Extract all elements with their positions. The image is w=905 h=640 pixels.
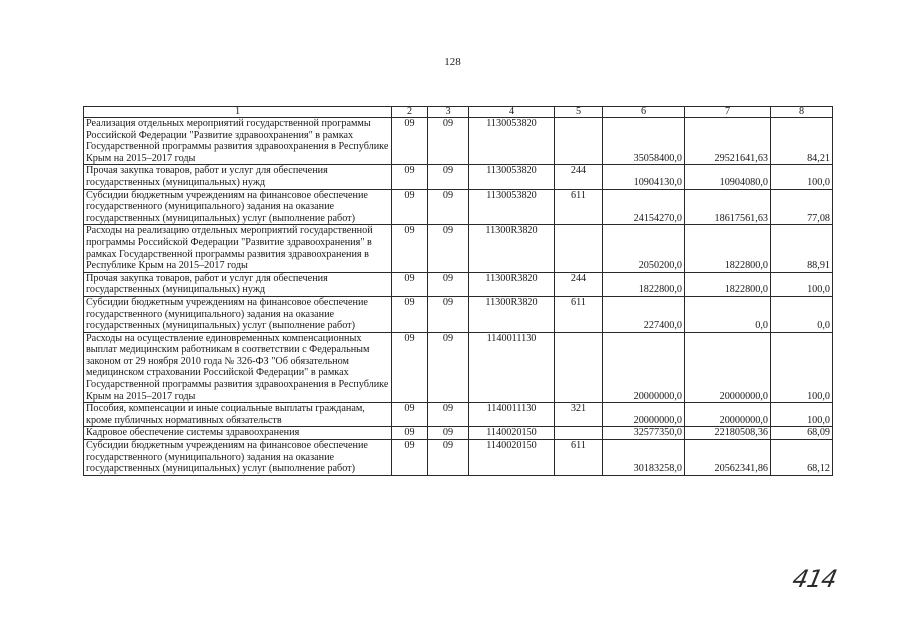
planned-amount-cell: 10904130,0 [603, 165, 685, 189]
execution-percent-cell: 100,0 [771, 272, 833, 296]
expense-type-cell [555, 427, 603, 440]
executed-amount-cell: 0,0 [685, 296, 771, 332]
expense-type-cell: 611 [555, 296, 603, 332]
execution-percent-cell: 100,0 [771, 165, 833, 189]
column-header: 2 [392, 107, 428, 118]
target-article-cell: 11300R3820 [469, 225, 555, 272]
subsection-code-cell: 09 [428, 440, 469, 476]
executed-amount-cell: 20000000,0 [685, 403, 771, 427]
planned-amount-cell: 20000000,0 [603, 332, 685, 403]
page-number: 128 [444, 56, 461, 68]
table-row [84, 165, 833, 189]
row-name-cell: Пособия, компенсации и иные социальные выплаты гражданам, кроме публичных нормативных обязательств [84, 403, 392, 427]
table-row [84, 296, 833, 332]
execution-percent-cell: 100,0 [771, 332, 833, 403]
row-name-cell: Субсидии бюджетным учреждениям на финансовое обеспечение государственного (муниципального) задания на оказание государственных (муниципальных) услуг (выполнение работ) [84, 440, 392, 476]
table-row [84, 427, 833, 440]
table-row [84, 225, 833, 272]
expense-type-cell [555, 332, 603, 403]
subsection-code-cell: 09 [428, 332, 469, 403]
section-code-cell: 09 [392, 440, 428, 476]
column-header: 1 [84, 107, 392, 118]
executed-amount-cell: 29521641,63 [685, 118, 771, 165]
section-code-cell: 09 [392, 225, 428, 272]
executed-amount-cell: 1822800,0 [685, 225, 771, 272]
section-code-cell: 09 [392, 427, 428, 440]
expense-type-cell: 321 [555, 403, 603, 427]
target-article-cell: 1140020150 [469, 427, 555, 440]
section-code-cell: 09 [392, 296, 428, 332]
table-row [84, 403, 833, 427]
planned-amount-cell: 1822800,0 [603, 272, 685, 296]
expense-type-cell: 244 [555, 165, 603, 189]
row-name-cell: Расходы на реализацию отдельных мероприятий государственной программы Российской Федерации "Развитие здравоохранения" в рамках Государственной программы развития здравоохранения в Республике Крым на 2015–2017 годы [84, 225, 392, 272]
target-article-cell: 11300R3820 [469, 296, 555, 332]
planned-amount-cell: 32577350,0 [603, 427, 685, 440]
table-row [84, 332, 833, 403]
table-header-row [84, 107, 833, 118]
target-article-cell: 1140020150 [469, 440, 555, 476]
executed-amount-cell: 22180508,36 [685, 427, 771, 440]
row-name-cell: Кадровое обеспечение системы здравоохранения [84, 427, 392, 440]
planned-amount-cell: 24154270,0 [603, 189, 685, 225]
column-header: 4 [469, 107, 555, 118]
expense-type-cell: 244 [555, 272, 603, 296]
section-code-cell: 09 [392, 332, 428, 403]
executed-amount-cell: 20000000,0 [685, 332, 771, 403]
target-article-cell: 11300R3820 [469, 272, 555, 296]
section-code-cell: 09 [392, 189, 428, 225]
planned-amount-cell: 227400,0 [603, 296, 685, 332]
section-code-cell: 09 [392, 403, 428, 427]
executed-amount-cell: 20562341,86 [685, 440, 771, 476]
column-header: 8 [771, 107, 833, 118]
row-name-cell: Субсидии бюджетным учреждениям на финансовое обеспечение государственного (муниципального) задания на оказание государственных (муниципальных) услуг (выполнение работ) [84, 296, 392, 332]
execution-percent-cell: 84,21 [771, 118, 833, 165]
expense-type-cell: 611 [555, 189, 603, 225]
budget-table [83, 106, 833, 476]
executed-amount-cell: 10904080,0 [685, 165, 771, 189]
row-name-cell: Расходы на осуществление единовременных компенсационных выплат медицинским работникам в соответствии с Федеральным законом от 29 ноября 2010 года № 326-ФЗ "Об обязательном медицинском страховании Российской Федерации" в рамках Государственной программы развития здравоохранения в Республике Крым на 2015–2017 годы [84, 332, 392, 403]
target-article-cell: 1130053820 [469, 118, 555, 165]
table-row [84, 440, 833, 476]
planned-amount-cell: 35058400,0 [603, 118, 685, 165]
target-article-cell: 1140011130 [469, 332, 555, 403]
execution-percent-cell: 100,0 [771, 403, 833, 427]
executed-amount-cell: 1822800,0 [685, 272, 771, 296]
row-name-cell: Субсидии бюджетным учреждениям на финансовое обеспечение государственного (муниципального) задания на оказание государственных (муниципальных) услуг (выполнение работ) [84, 189, 392, 225]
execution-percent-cell: 77,08 [771, 189, 833, 225]
target-article-cell: 1130053820 [469, 165, 555, 189]
subsection-code-cell: 09 [428, 296, 469, 332]
handwritten-page-mark: 414 [790, 565, 839, 593]
column-header: 7 [685, 107, 771, 118]
executed-amount-cell: 18617561,63 [685, 189, 771, 225]
column-header: 6 [603, 107, 685, 118]
execution-percent-cell: 0,0 [771, 296, 833, 332]
subsection-code-cell: 09 [428, 403, 469, 427]
planned-amount-cell: 30183258,0 [603, 440, 685, 476]
expense-type-cell: 611 [555, 440, 603, 476]
table-row [84, 272, 833, 296]
target-article-cell: 1140011130 [469, 403, 555, 427]
subsection-code-cell: 09 [428, 427, 469, 440]
expense-type-cell [555, 225, 603, 272]
subsection-code-cell: 09 [428, 272, 469, 296]
execution-percent-cell: 68,09 [771, 427, 833, 440]
target-article-cell: 1130053820 [469, 189, 555, 225]
subsection-code-cell: 09 [428, 225, 469, 272]
execution-percent-cell: 68,12 [771, 440, 833, 476]
row-name-cell: Реализация отдельных мероприятий государственной программы Российской Федерации "Развитие здравоохранения" в рамках Государственной программы развития здравоохранения в Республике Крым на 2015–2017 годы [84, 118, 392, 165]
row-name-cell: Прочая закупка товаров, работ и услуг для обеспечения государственных (муниципальных) нужд [84, 272, 392, 296]
section-code-cell: 09 [392, 272, 428, 296]
table-row [84, 118, 833, 165]
subsection-code-cell: 09 [428, 189, 469, 225]
column-header: 5 [555, 107, 603, 118]
column-header: 3 [428, 107, 469, 118]
subsection-code-cell: 09 [428, 118, 469, 165]
planned-amount-cell: 20000000,0 [603, 403, 685, 427]
planned-amount-cell: 2050200,0 [603, 225, 685, 272]
section-code-cell: 09 [392, 165, 428, 189]
subsection-code-cell: 09 [428, 165, 469, 189]
execution-percent-cell: 88,91 [771, 225, 833, 272]
expense-type-cell [555, 118, 603, 165]
row-name-cell: Прочая закупка товаров, работ и услуг для обеспечения государственных (муниципальных) нужд [84, 165, 392, 189]
section-code-cell: 09 [392, 118, 428, 165]
table-row [84, 189, 833, 225]
